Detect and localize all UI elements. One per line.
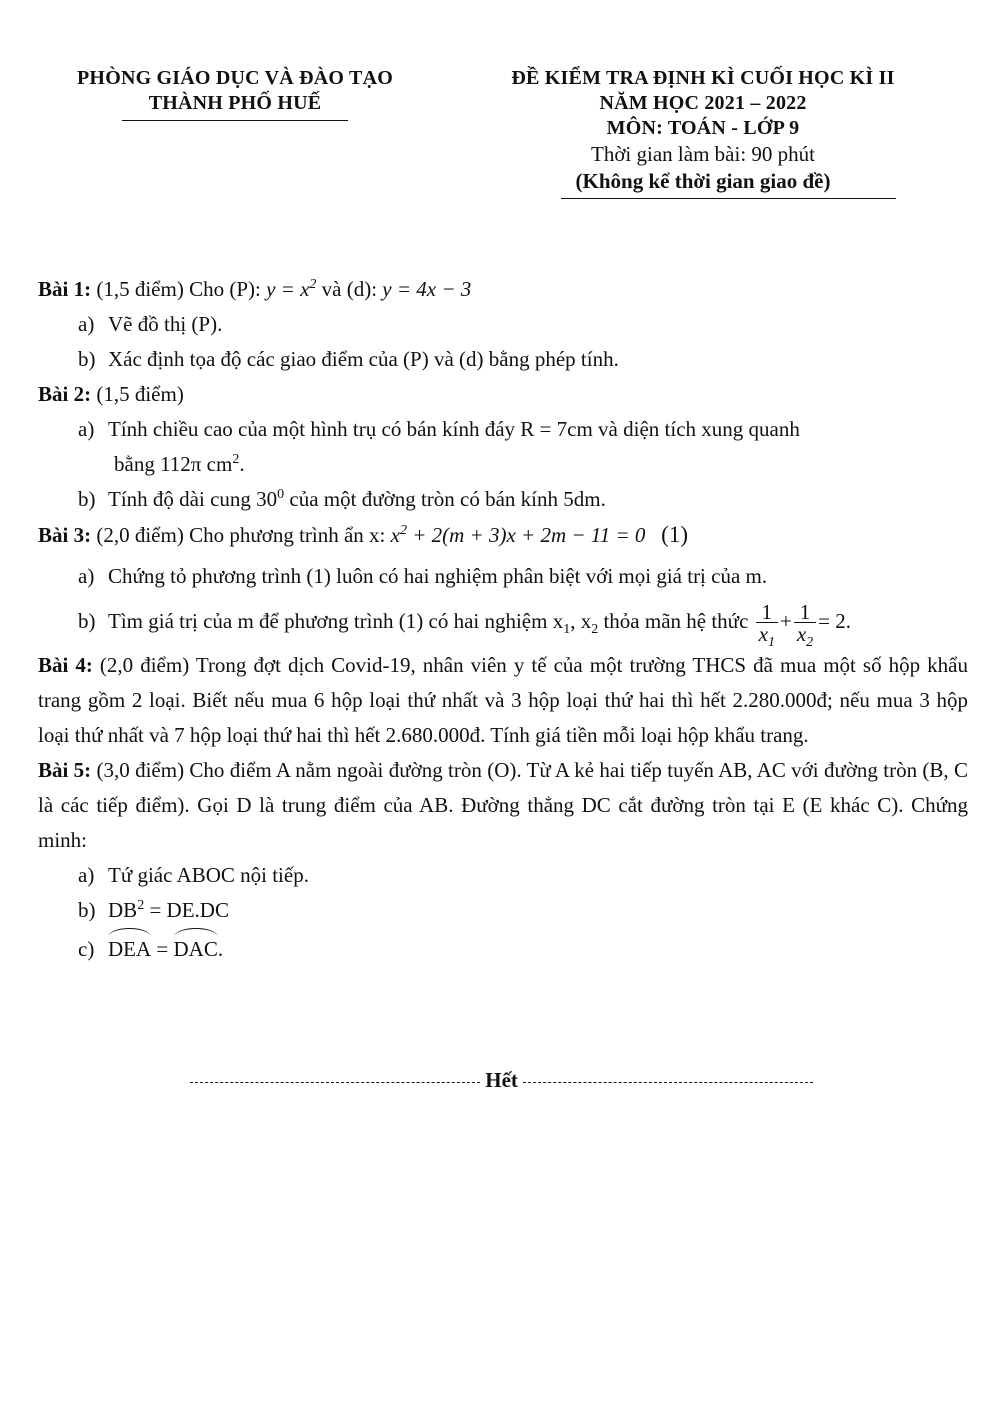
line-equation: y = 4x − 3 [382, 277, 472, 301]
fraction-1-over-x1: $\frac{1}{x_1}$ [756, 602, 778, 645]
footer-dash-left [190, 1082, 480, 1083]
question-5-label: Bài 5: [38, 758, 92, 782]
exam-body [38, 272, 968, 967]
question-2a: a) Tính chiều cao của một hình trụ có bán kính đáy R = 7cm và diện tích xung quanh [78, 417, 800, 441]
question-5b: b) $DB^2 = DE.DC$ [78, 898, 229, 922]
question-3 [38, 517, 968, 553]
question-1-mid: và (d): [321, 277, 383, 301]
question-1a: a) Vẽ đồ thị (P). [78, 312, 223, 336]
parabola-equation: $y = x^2$ [266, 277, 317, 301]
question-3b: b) Tìm giá trị của m để phương trình (1) có hai nghiệm $x_1$, $x_2$ thỏa mãn hệ thức $\frac{1}{x_1}$ + $\frac{1}{x_2}$ = 2. [78, 599, 851, 650]
question-2-intro: (1,5 điểm) [96, 382, 184, 406]
question-1 [38, 272, 968, 307]
question-4-label: Bài 4: [38, 653, 93, 677]
question-5c: c) DEA = DAC. [38, 928, 968, 967]
header-right-rule [561, 198, 896, 199]
question-4 [38, 648, 968, 753]
arc-dea: DEA [108, 928, 151, 967]
department-name: PHÒNG GIÁO DỤC VÀ ĐÀO TẠO [77, 67, 393, 89]
school-year: NĂM HỌC 2021 – 2022 [599, 92, 807, 114]
end-text: Hết [485, 1068, 518, 1092]
question-4-text: (2,0 điểm) Trong đợt dịch Covid-19, nhân viên y tế của một trường THCS đã mua một số hộp khẩu trang gồm 2 loại. Biết nếu mua 6 hộp loại thứ nhất và 3 hộp loại thứ hai thì hết 2.280.000đ; nếu mua 3 hộp loại thứ nhất và 7 hộp loại thứ hai thì hết 2.680.000đ. Tính giá tiền mỗi loại hộp khẩu trang. [38, 653, 968, 747]
header-left-rule [122, 120, 348, 121]
exam-title: ĐỀ KIỂM TRA ĐỊNH KÌ CUỐI HỌC KÌ II [511, 67, 895, 89]
question-5a: a) Tứ giác ABOC nội tiếp. [78, 863, 309, 887]
header-right [478, 66, 928, 199]
duration-note: (Không kể thời gian giao đề) [575, 169, 831, 193]
question-5-text: (3,0 điểm) Cho điểm A nằm ngoài đường tròn (O). Từ A kẻ hai tiếp tuyến AB, AC với đường tròn (B, C là các tiếp điểm). Gọi D là trung điểm của AB. Đường thẳng DC cắt đường tròn tại E (E khác C). Chứng minh: [38, 758, 969, 852]
subject-grade: MÔN: TOÁN - LỚP 9 [606, 117, 800, 139]
question-3-intro: (2,0 điểm) Cho phương trình ẩn x: [96, 523, 391, 547]
question-5 [38, 753, 968, 858]
question-3a: a) Chứng tỏ phương trình (1) luôn có hai nghiệm phân biệt với mọi giá trị của m. [78, 564, 768, 588]
arc-dac: DAC [174, 928, 218, 967]
question-2-label: Bài 2: [38, 382, 92, 406]
question-2a-cont: bằng 112π $cm^2$. [114, 452, 245, 476]
fraction-1-over-x2: $\frac{1}{x_2}$ [794, 602, 816, 645]
exam-duration: Thời gian làm bài: 90 phút [591, 142, 815, 166]
question-1-intro: (1,5 điểm) Cho (P): [96, 277, 267, 301]
quadratic-equation: $x^2 + 2(m + 3)x + 2m - 11 = 0$ [390, 523, 646, 547]
city-name: THÀNH PHỐ HUẾ [148, 92, 322, 114]
question-1b: b) Xác định tọa độ các giao điểm của (P) và (d) bằng phép tính. [78, 347, 619, 371]
question-1-label: Bài 1: [38, 277, 92, 301]
footer-dash-right [523, 1082, 813, 1083]
end-marker [190, 1068, 810, 1093]
question-2 [38, 377, 968, 412]
header-left [40, 66, 430, 121]
question-3-label: Bài 3: [38, 523, 92, 547]
equation-number: (1) [661, 522, 688, 547]
question-2b: b) Tính độ dài cung $30^0$ của một đường tròn có bán kính 5dm. [78, 487, 606, 511]
